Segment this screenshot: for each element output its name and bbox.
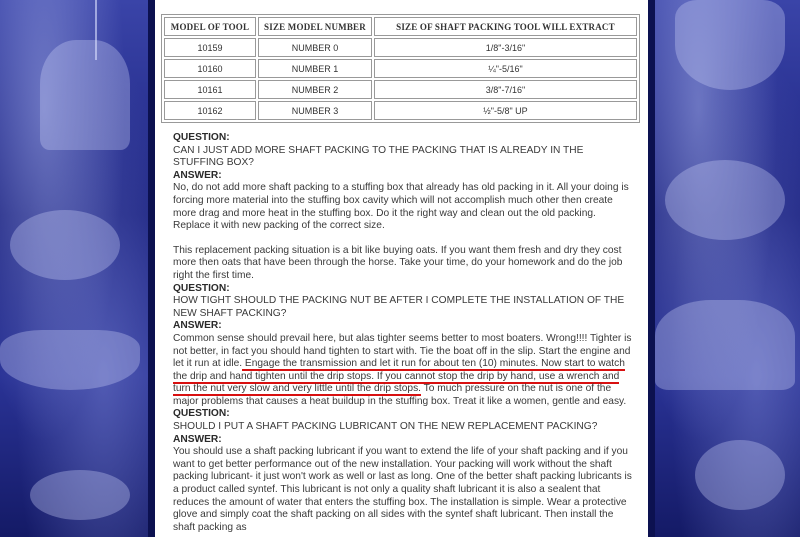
tool-size-table (161, 14, 640, 123)
right-content-border (648, 0, 655, 537)
answer-text: You should use a shaft packing lubricant if you want to extend the life of your shaft packing and if you want to get better performance out of the new installation. Your packing will work without the shaft packing lubricant- it just won't work as well or last as long. One of the better shaft packing lubricants is a product called syntef. This lubricant is not only a quality shaft lubricant it is also a sealent that reduces the amount of water that enters the stuffing box. The installation is simple. Wear a protective glove and simply coat the shaft packing on all sides with the syntef shaft lubricant. Then install the shaft packing as (173, 446, 632, 533)
answer-text: No, do not add more shaft packing to a stuffing box that already has old packing in it. All your doing is forcing more material into the stuffing box cavity which will not accomplish much other then create more drag and more heat in the stuffing box. Do it the right way and clean out the old packing. Replace it with new packing of the correct size. (173, 182, 629, 232)
table-cell: 10161 (164, 80, 256, 99)
answer-label: ANSWER: (173, 169, 222, 181)
table-cell: NUMBER 1 (258, 59, 372, 78)
table-header: MODEL OF TOOL (164, 17, 256, 36)
answer-label: ANSWER: (173, 433, 222, 445)
question-text: SHOULD I PUT A SHAFT PACKING LUBRICANT ON THE NEW REPLACEMENT PACKING? (173, 421, 598, 433)
table-cell: NUMBER 2 (258, 80, 372, 99)
question-text: CAN I JUST ADD MORE SHAFT PACKING TO THE PACKING THAT IS ALREADY IN THE STUFFING BOX? (173, 144, 584, 169)
question-label: QUESTION: (173, 132, 230, 143)
table-cell: 10160 (164, 59, 256, 78)
left-decorative-boat-panel (0, 0, 148, 537)
question-label: QUESTION: (173, 408, 230, 420)
question-label: QUESTION: (173, 282, 230, 294)
table-row (164, 80, 637, 99)
answer-label: ANSWER: (173, 320, 222, 332)
table-cell: 10162 (164, 101, 256, 120)
right-decorative-boat-panel (655, 0, 800, 537)
table-cell: 3/8"-7/16" (374, 80, 637, 99)
table-header: SIZE OF SHAFT PACKING TOOL WILL EXTRACT (374, 17, 637, 36)
answer-text: This replacement packing situation is a bit like buying oats. If you want them fresh and dry they cost more then oats that have been through the horse. Take your time, do your homework and do the job right the first time. (173, 244, 623, 281)
table-row (164, 59, 637, 78)
table-cell: 1/8"-3/16" (374, 38, 637, 57)
answer-text-end: To much pressure on the nut is one of the major problems that causes a heat buildup in the stuffing box. Treat it like a women, gentle and easy. (173, 383, 627, 407)
table-cell: ½"-5/8" UP (374, 101, 637, 120)
main-content (155, 0, 648, 537)
table-cell: NUMBER 0 (258, 38, 372, 57)
table-cell: NUMBER 3 (258, 101, 372, 120)
question-text: HOW TIGHT SHOULD THE PACKING NUT BE AFTER I COMPLETE THE INSTALLATION OF THE NEW SHAFT PACKING? (173, 295, 625, 319)
faq-section (173, 132, 633, 534)
table-cell: 10159 (164, 38, 256, 57)
table-row (164, 101, 637, 120)
left-content-border (148, 0, 155, 537)
answer-text-start: Common sense should prevail here, but alas tighter seems better to most boaters. Wrong!!!! Tighter is not better, in fact you should hand tighten to start with. Tie the boat off in the slip. Start the engine and let it run at idle. (173, 332, 632, 370)
table-header: SIZE MODEL NUMBER (258, 17, 372, 36)
answer-text (173, 333, 633, 409)
table-cell: ¼"-5/16" (374, 59, 637, 78)
table-row (164, 38, 637, 57)
red-underlined-text: Engage the transmission and let it run for about ten (10) minutes. Now start to watch the drip and hand tighten until the drip stops. If you cannot stop the drip by hand, use a wrench and turn the nut very slow and very little until the drip stops. (173, 358, 625, 395)
table-header-row (164, 17, 637, 36)
